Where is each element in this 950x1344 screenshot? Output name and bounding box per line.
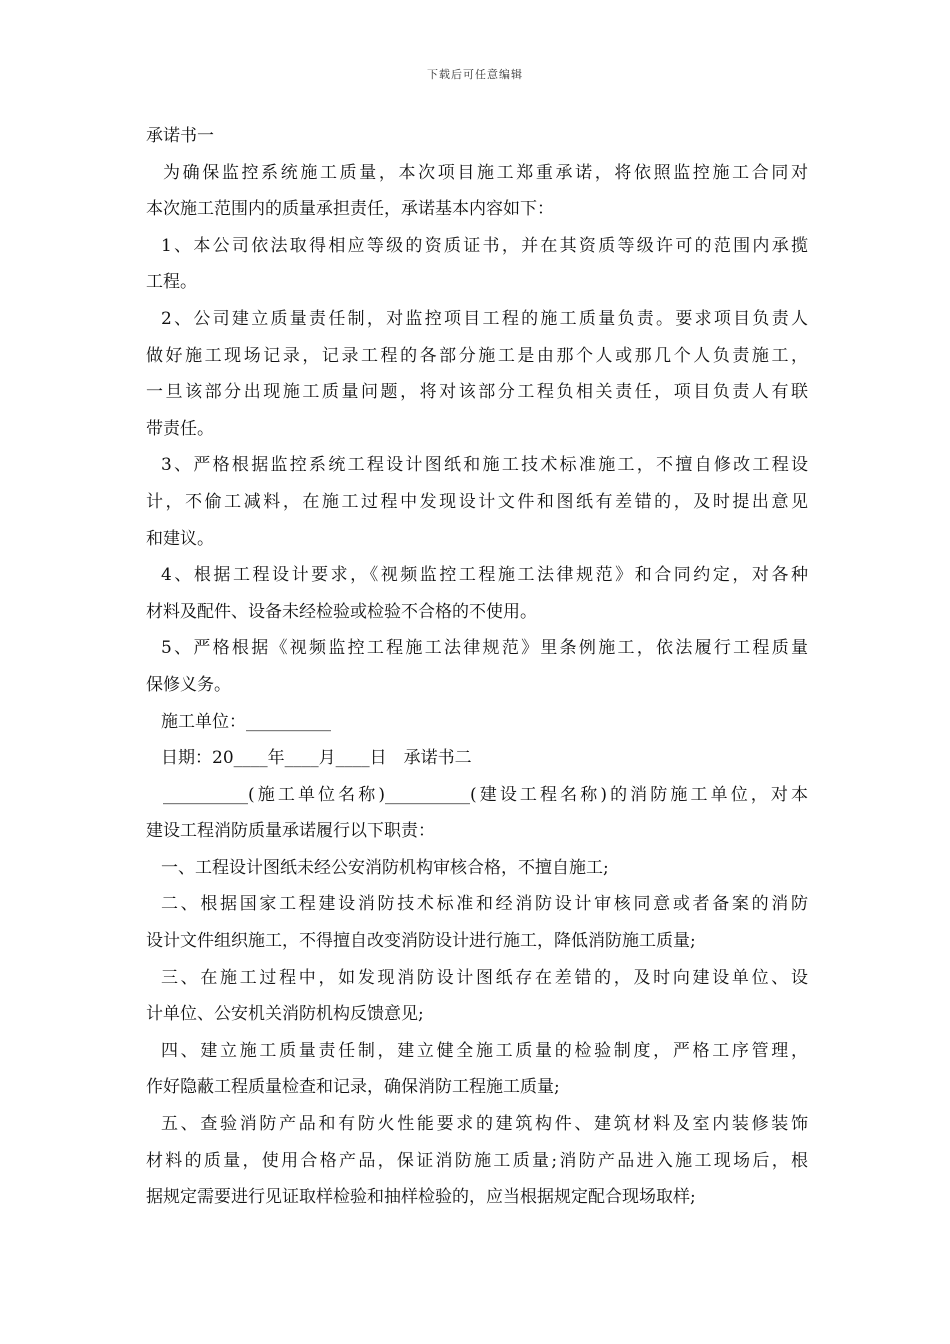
paragraph-line: __________(施工单位名称)__________(建设工程名称)的消防施工单位，对本 [163, 784, 808, 805]
paragraph-line: 四、建立施工质量责任制，建立健全施工质量的检验制度，严格工序管理， [161, 1040, 808, 1061]
paragraph-line: 设计文件组织施工，不得擅自改变消防设计进行施工，降低消防施工质量; [146, 931, 696, 952]
paragraph-line: 计单位、公安机关消防机构反馈意见; [146, 1004, 424, 1025]
paragraph-line: 一旦该部分出现施工质量问题，将对该部分工程负相关责任，项目负责人有联 [146, 382, 808, 403]
document-body [146, 118, 808, 1216]
paragraph-line: 建设工程消防质量承诺履行以下职责： [146, 821, 435, 842]
paragraph-line: 2、公司建立质量责任制，对监控项目工程的施工质量负责。要求项目负责人 [161, 308, 808, 329]
paragraph-line: 保修义务。 [146, 674, 231, 695]
paragraph-line: 做好施工现场记录，记录工程的各部分施工是由那个人或那几个人负责施工， [146, 345, 808, 366]
paragraph-line: 作好隐蔽工程质量检查和记录，确保消防工程施工质量; [146, 1077, 560, 1098]
paragraph-line: 为确保监控系统施工质量，本次项目施工郑重承诺，将依照监控施工合同对 [163, 162, 808, 183]
paragraph-line: 三、在施工过程中，如发现消防设计图纸存在差错的，及时向建设单位、设 [161, 967, 808, 988]
section-title-1: 承诺书一 [146, 126, 214, 146]
paragraph-line: 计，不偷工减料，在施工过程中发现设计文件和图纸有差错的，及时提出意见 [146, 491, 808, 512]
paragraph-line: 1、本公司依法取得相应等级的资质证书，并在其资质等级许可的范围内承揽 [161, 235, 808, 256]
header-note: 下载后可任意编辑 [427, 68, 523, 81]
paragraph-line: 5、严格根据《视频监控工程施工法律规范》里条例施工，依法履行工程质量 [161, 638, 808, 659]
paragraph-line: 材料的质量，使用合格产品，保证消防施工质量;消防产品进入施工现场后，根 [146, 1150, 808, 1171]
date-line: 日期：20____年____月____日 承诺书二 [161, 748, 472, 769]
paragraph-line: 和建议。 [146, 528, 214, 549]
paragraph-line: 带责任。 [146, 418, 214, 439]
paragraph-line: 材料及配件、设备未经检验或检验不合格的不使用。 [146, 601, 537, 622]
paragraph-line: 3、严格根据监控系统工程设计图纸和施工技术标准施工，不擅自修改工程设 [161, 455, 808, 476]
paragraph-line: 五、查验消防产品和有防火性能要求的建筑构件、建筑材料及室内装修装饰 [161, 1114, 808, 1135]
paragraph-line: 本次施工范围内的质量承担责任，承诺基本内容如下： [146, 199, 554, 220]
signature-unit-line: 施工单位：__________ [161, 711, 331, 732]
paragraph-line: 4、根据工程设计要求，《视频监控工程施工法律规范》和合同约定，对各种 [161, 565, 808, 586]
paragraph-line: 工程。 [146, 272, 197, 293]
paragraph-line: 一、工程设计图纸未经公安消防机构审核合格，不擅自施工; [161, 857, 609, 878]
paragraph-line: 据规定需要进行见证取样检验和抽样检验的，应当根据规定配合现场取样; [146, 1187, 696, 1208]
paragraph-line: 二、根据国家工程建设消防技术标准和经消防设计审核同意或者备案的消防 [161, 894, 808, 915]
